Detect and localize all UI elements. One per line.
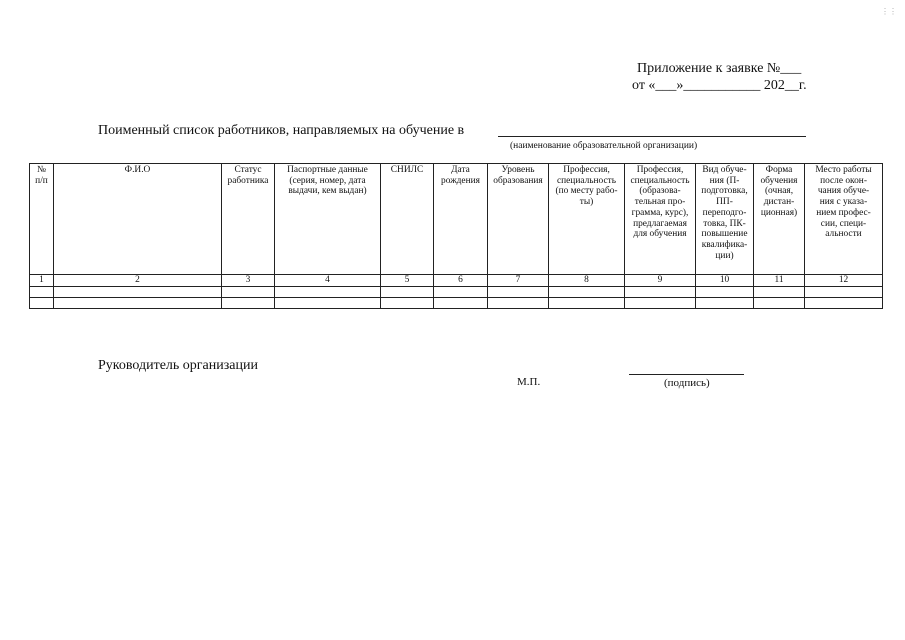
table-cell <box>549 286 625 297</box>
table-cell <box>549 297 625 308</box>
column-header-number: № п/п <box>30 164 54 275</box>
table-cell <box>488 286 549 297</box>
signature-line <box>629 374 744 375</box>
stamp-label: М.П. <box>517 376 541 388</box>
column-number: 9 <box>625 275 696 287</box>
table-cell <box>434 286 488 297</box>
column-header-passport: Паспортные данные (серия, номер, дата выдачи, кем выдан) <box>275 164 381 275</box>
table-cell <box>625 286 696 297</box>
table-cell <box>488 297 549 308</box>
table-row <box>30 297 883 308</box>
table-cell <box>434 297 488 308</box>
table-cell <box>54 297 222 308</box>
column-header-current-profession: Профессия, специальность (по месту рабо- ты) <box>549 164 625 275</box>
manager-label: Руководитель организации <box>98 358 258 373</box>
table-header-row <box>30 164 883 275</box>
column-number: 12 <box>805 275 883 287</box>
table-cell <box>381 286 434 297</box>
column-number: 4 <box>275 275 381 287</box>
table-cell <box>625 297 696 308</box>
column-number: 2 <box>54 275 222 287</box>
table-cell <box>275 286 381 297</box>
column-number: 5 <box>381 275 434 287</box>
organization-caption: (наименование образовательной организации) <box>510 141 698 151</box>
column-header-name: Ф.И.О <box>54 164 222 275</box>
table-cell <box>54 286 222 297</box>
table-cell <box>696 286 754 297</box>
table-cell <box>222 286 275 297</box>
appendix-header: Приложение к заявке №___ <box>637 61 802 76</box>
column-header-snils: СНИЛС <box>381 164 434 275</box>
column-header-training-form: Форма обучения (очная, дистан- ционная) <box>754 164 805 275</box>
column-number: 8 <box>549 275 625 287</box>
table-cell <box>754 286 805 297</box>
column-header-proposed-program: Профессия, специальность (образова- тельная про- грамма, курс), предлагаемая для обучения <box>625 164 696 275</box>
table-cell <box>381 297 434 308</box>
organization-fill-line <box>498 136 806 137</box>
column-number: 6 <box>434 275 488 287</box>
column-number: 1 <box>30 275 54 287</box>
column-number: 11 <box>754 275 805 287</box>
signature-caption: (подпись) <box>664 377 710 389</box>
table-cell <box>275 297 381 308</box>
column-header-workplace-after: Место работы после окон- чания обуче- ния с указа- нием профес- сии, специ- альности <box>805 164 883 275</box>
column-header-training-type: Вид обуче- ния (П- подготовка, ПП- переподго- товка, ПК- повышение квалифика- ции) <box>696 164 754 275</box>
column-number-row <box>30 275 883 287</box>
table-cell <box>754 297 805 308</box>
column-header-birth-date: Дата рождения <box>434 164 488 275</box>
table-cell <box>805 286 883 297</box>
scan-mark: ⋮⋮ <box>881 7 897 16</box>
table-cell <box>222 297 275 308</box>
column-number: 7 <box>488 275 549 287</box>
table-cell <box>805 297 883 308</box>
column-number: 3 <box>222 275 275 287</box>
document-title: Поименный список работников, направляемых на обучение в <box>98 123 465 138</box>
table-cell <box>30 297 54 308</box>
column-number: 10 <box>696 275 754 287</box>
table-cell <box>30 286 54 297</box>
employee-table <box>29 163 883 309</box>
column-header-education-level: Уровень образования <box>488 164 549 275</box>
column-header-status: Статус работника <box>222 164 275 275</box>
table-row <box>30 286 883 297</box>
table-cell <box>696 297 754 308</box>
date-line: от «___»___________ 202__г. <box>632 78 807 93</box>
